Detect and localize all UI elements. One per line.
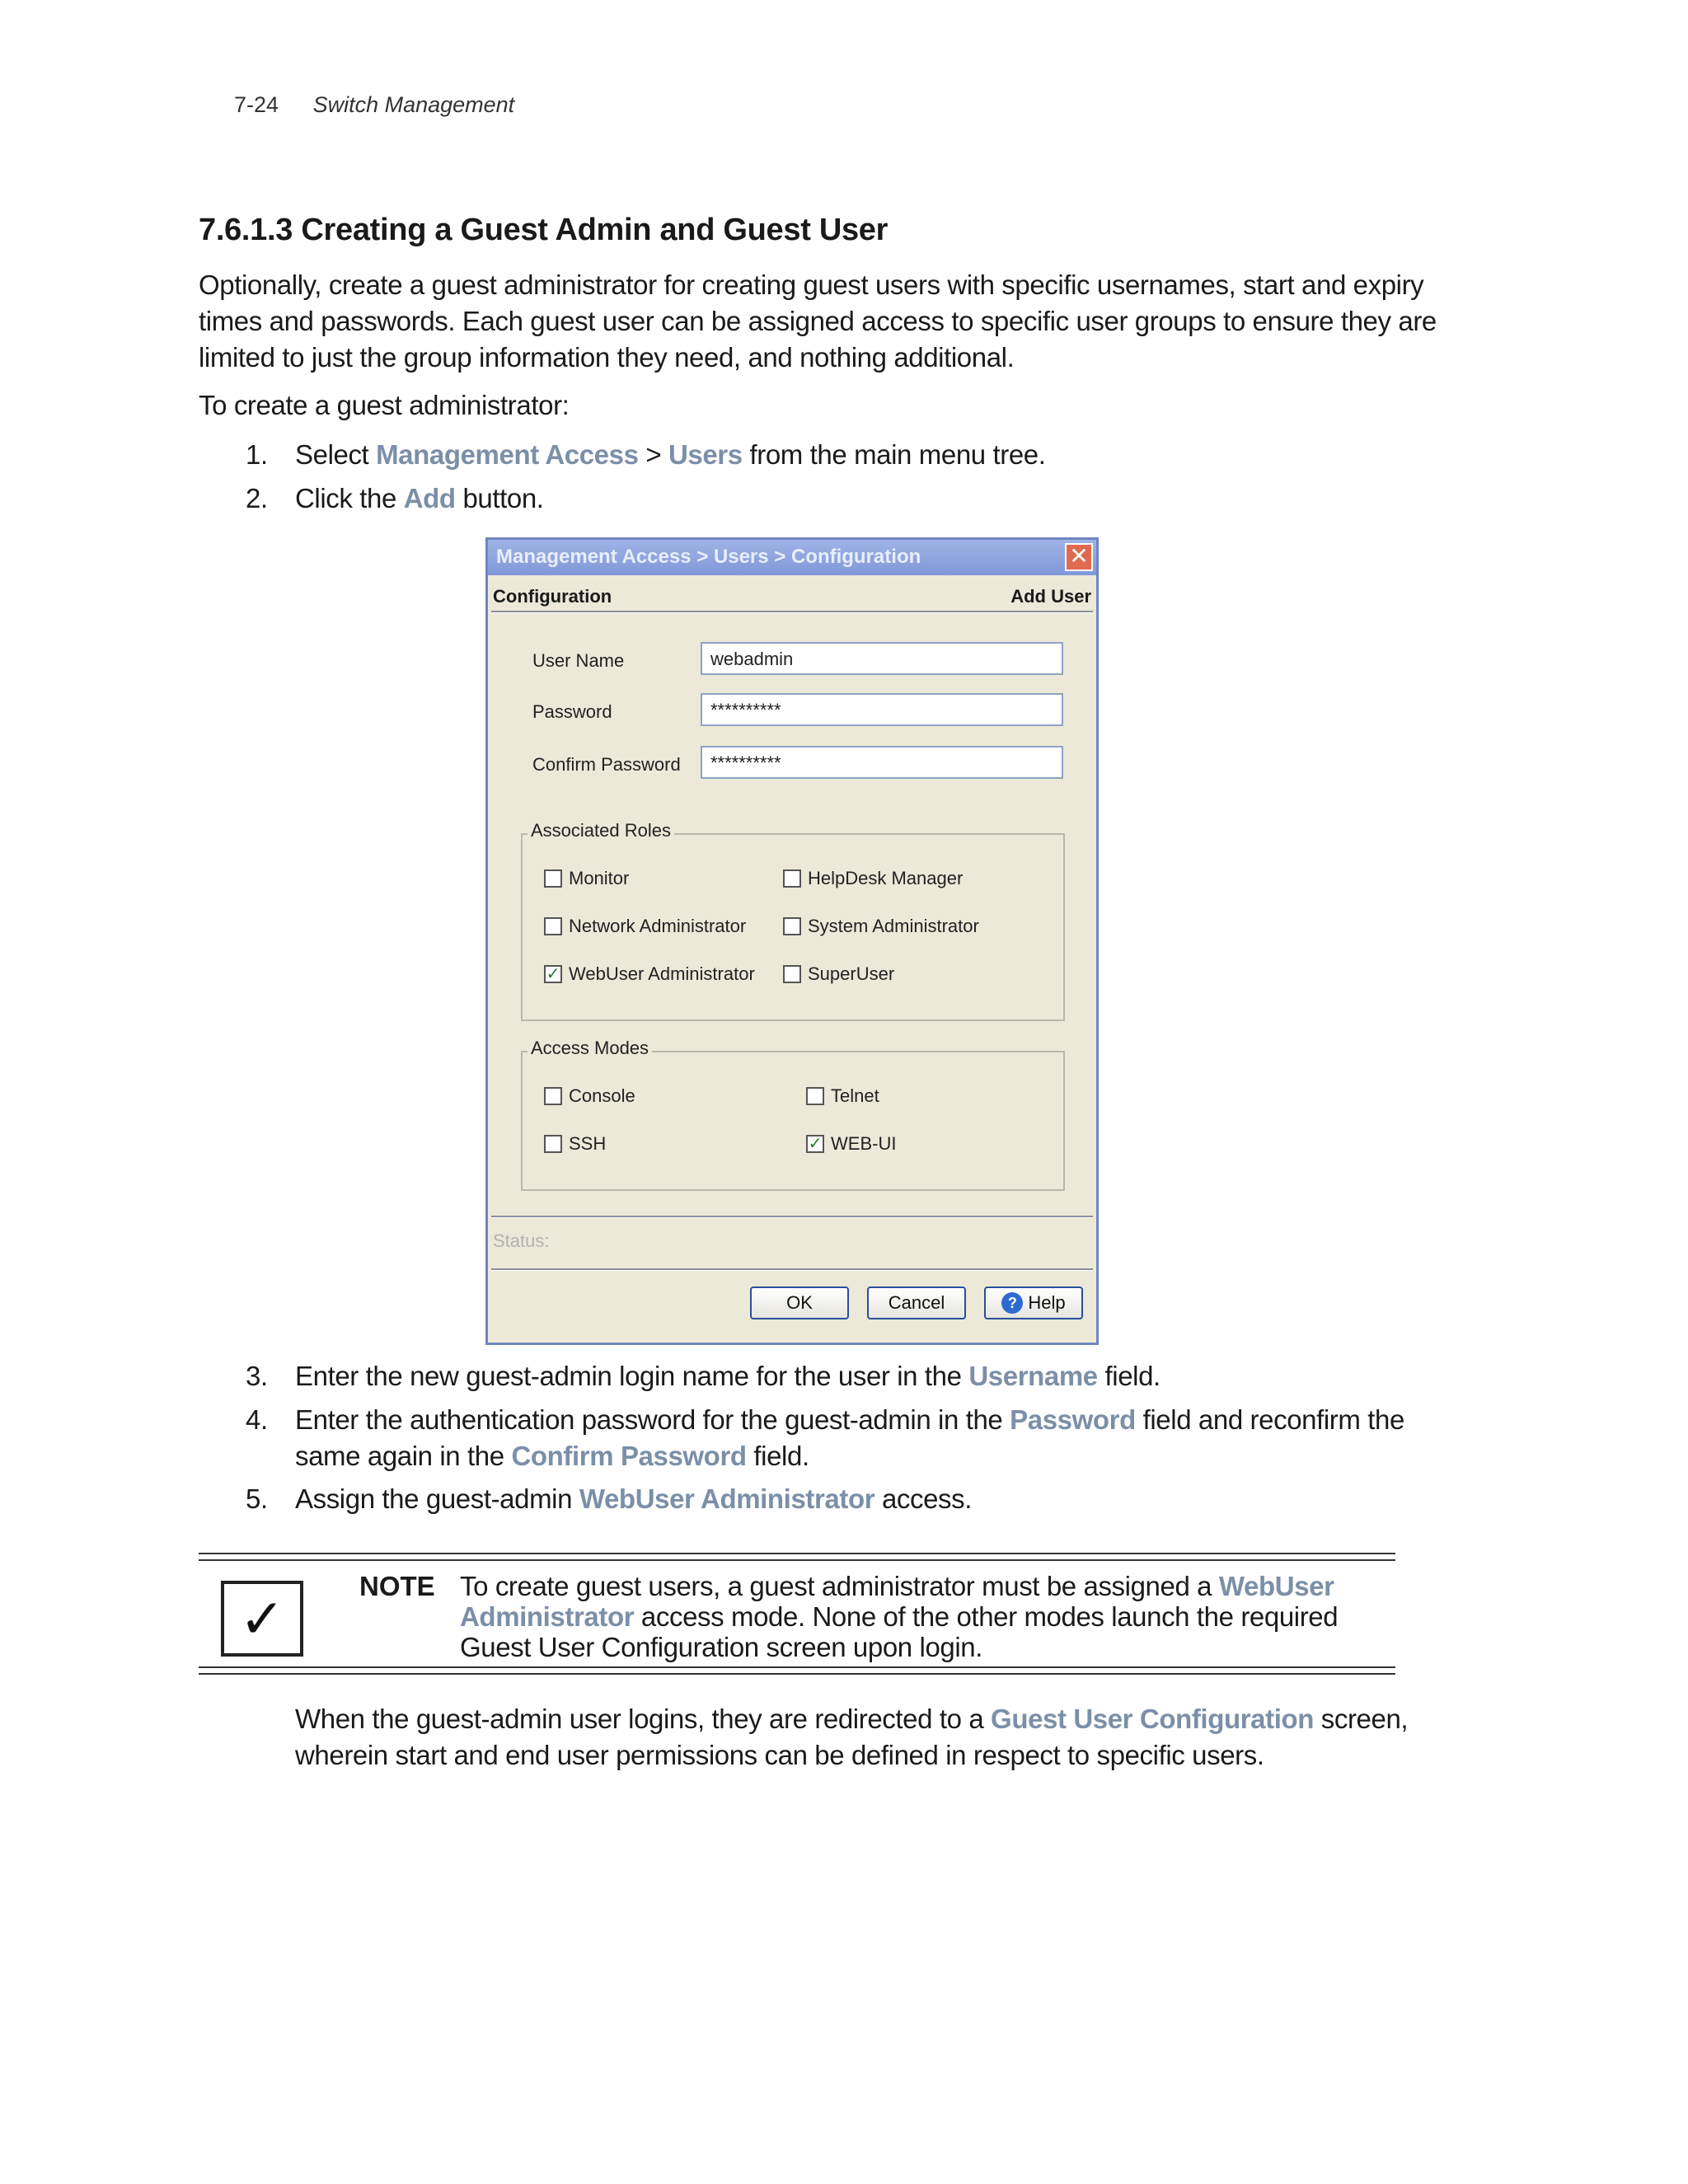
closing-text: screen, (1313, 1704, 1409, 1734)
checkbox-box[interactable] (544, 1087, 562, 1105)
help-button-label: Help (1028, 1292, 1066, 1313)
checkbox-helpdesk-manager[interactable] (783, 868, 963, 889)
checkbox-label: Network Administrator (569, 916, 747, 936)
closing-line (295, 1701, 1408, 1737)
note-rule-top (199, 1559, 1395, 1561)
role-ref-webuser-administrator: WebUser Administrator (579, 1483, 875, 1514)
menu-ref-users: Users (668, 439, 743, 470)
checkbox-telnet[interactable] (806, 1085, 879, 1107)
field-ref-username: Username (968, 1361, 1098, 1391)
username-label: User Name (532, 650, 625, 671)
section-title: Switch Management (312, 92, 515, 117)
dialog-title: Management Access > Users > Configuration (496, 546, 921, 568)
step-5 (246, 1481, 973, 1517)
step-number: 4. (246, 1404, 268, 1435)
checkbox-network-administrator[interactable] (544, 916, 746, 937)
note-text (460, 1571, 1383, 1662)
step-text: Enter the authentication password for the guest-admin in the (295, 1404, 1010, 1435)
confirm-password-input[interactable]: ********** (701, 746, 1063, 779)
checkbox-label: SSH (569, 1133, 607, 1154)
step-text: Click the (295, 483, 404, 513)
password-label: Password (532, 701, 612, 722)
menu-ref-management-access: Management Access (376, 439, 639, 470)
lead-text: To create a guest administrator: (199, 390, 570, 420)
note-ref-webuser-administrator: WebUser Administrator (460, 1571, 1334, 1632)
checkbox-ssh[interactable] (544, 1133, 606, 1155)
closing-paragraph (295, 1701, 1408, 1774)
closing-line: wherein start and end user permissions can be defined in respect to specific users. (295, 1740, 1264, 1770)
checkbox-system-administrator[interactable] (783, 916, 979, 937)
checkbox-box[interactable] (806, 1087, 824, 1105)
step-text: Select (295, 439, 377, 470)
checkbox-label: System Administrator (808, 916, 979, 936)
note-label: NOTE (359, 1571, 435, 1601)
dialog-titlebar[interactable] (488, 540, 1096, 575)
step-text: same again in the (295, 1441, 512, 1471)
checkbox-label: Telnet (831, 1085, 879, 1106)
field-ref-confirm-password: Confirm Password (511, 1441, 747, 1471)
checkmark-icon: ✓ (221, 1581, 303, 1657)
username-input[interactable]: webadmin (701, 642, 1063, 675)
section-heading: 7.6.1.3 Creating a Guest Admin and Guest User (199, 213, 889, 247)
step-text: button. (455, 483, 544, 513)
page-number: 7-24 (234, 92, 279, 117)
screen-ref-guest-user-configuration: Guest User Configuration (991, 1704, 1314, 1734)
configuration-label: Configuration (493, 586, 612, 607)
step-text: Enter the new guest-admin login name for the user in the (295, 1361, 969, 1391)
step-text: field. (746, 1441, 809, 1471)
step-number: 1. (246, 439, 268, 470)
step-number: 3. (246, 1361, 268, 1391)
checkbox-label: WEB-UI (831, 1133, 897, 1154)
divider (491, 1268, 1093, 1271)
checkbox-box[interactable] (544, 1135, 562, 1153)
status-label: Status: (493, 1230, 550, 1251)
step-3 (246, 1358, 1160, 1394)
cancel-button[interactable]: Cancel (867, 1286, 966, 1319)
checkbox-label: HelpDesk Manager (808, 868, 964, 888)
note-rule-bottom (199, 1673, 1395, 1675)
divider (491, 611, 1093, 613)
checkbox-label: SuperUser (808, 963, 895, 984)
help-button[interactable] (984, 1286, 1083, 1319)
checkbox-console[interactable] (544, 1085, 635, 1107)
step-4 (246, 1402, 1404, 1474)
checkbox-box[interactable] (544, 917, 562, 935)
step-1 (246, 437, 1046, 473)
associated-roles-legend: Associated Roles (528, 820, 674, 841)
checkbox-superuser[interactable] (783, 963, 894, 985)
closing-text: When the guest-admin user logins, they are redirected to a (295, 1704, 992, 1734)
checkbox-box[interactable]: ✓ (806, 1135, 824, 1153)
checkbox-box[interactable] (783, 965, 801, 983)
access-modes-group (521, 1051, 1065, 1191)
confirm-password-label: Confirm Password (532, 754, 681, 775)
button-ref-add: Add (403, 483, 456, 513)
page-header (234, 92, 514, 118)
close-icon[interactable]: ✕ (1065, 543, 1093, 571)
divider (491, 1216, 1093, 1218)
step-text: > (638, 439, 668, 470)
field-ref-password: Password (1010, 1404, 1136, 1435)
user-configuration-dialog (485, 537, 1099, 1345)
step-text: field. (1097, 1361, 1160, 1391)
checkbox-label: WebUser Administrator (569, 963, 755, 984)
step-text: access. (874, 1483, 973, 1514)
note-rule-bottom (199, 1666, 1395, 1668)
intro-paragraph (199, 267, 1437, 376)
intro-line: limited to just the group information they need, and nothing additional. (199, 342, 1015, 373)
checkbox-box[interactable] (783, 917, 801, 935)
checkbox-label: Monitor (569, 868, 630, 888)
checkbox-box[interactable] (544, 869, 562, 888)
intro-line: times and passwords. Each guest user can be assigned access to specific user groups to ensure they are (199, 306, 1437, 336)
step-number: 2. (246, 483, 268, 513)
step-text: Assign the guest-admin (295, 1483, 579, 1514)
password-input[interactable]: ********** (701, 693, 1063, 726)
step-2 (246, 480, 544, 517)
checkbox-label: Console (569, 1085, 635, 1106)
checkbox-web-ui[interactable] (806, 1133, 896, 1155)
step-text: field and reconfirm the (1135, 1404, 1404, 1435)
step-text: from the main menu tree. (742, 439, 1046, 470)
checkbox-webuser-administrator[interactable] (544, 963, 755, 985)
access-modes-legend: Access Modes (528, 1038, 652, 1059)
checkbox-box[interactable] (783, 869, 801, 888)
note-rule-top (199, 1553, 1395, 1554)
note-text-part: access mode. None of the other modes launch the required Guest User Configuration screen upon login. (460, 1601, 1339, 1662)
ok-button[interactable]: OK (750, 1286, 849, 1319)
add-user-label: Add User (1010, 586, 1091, 607)
intro-line: Optionally, create a guest administrator for creating guest users with specific usernames, start and expiry (199, 269, 1424, 300)
checkbox-box[interactable]: ✓ (544, 965, 562, 983)
checkbox-monitor[interactable] (544, 868, 629, 889)
help-icon: ? (1001, 1292, 1023, 1314)
step-number: 5. (246, 1483, 268, 1514)
note-text-part: To create guest users, a guest administrator must be assigned a (460, 1571, 1219, 1601)
